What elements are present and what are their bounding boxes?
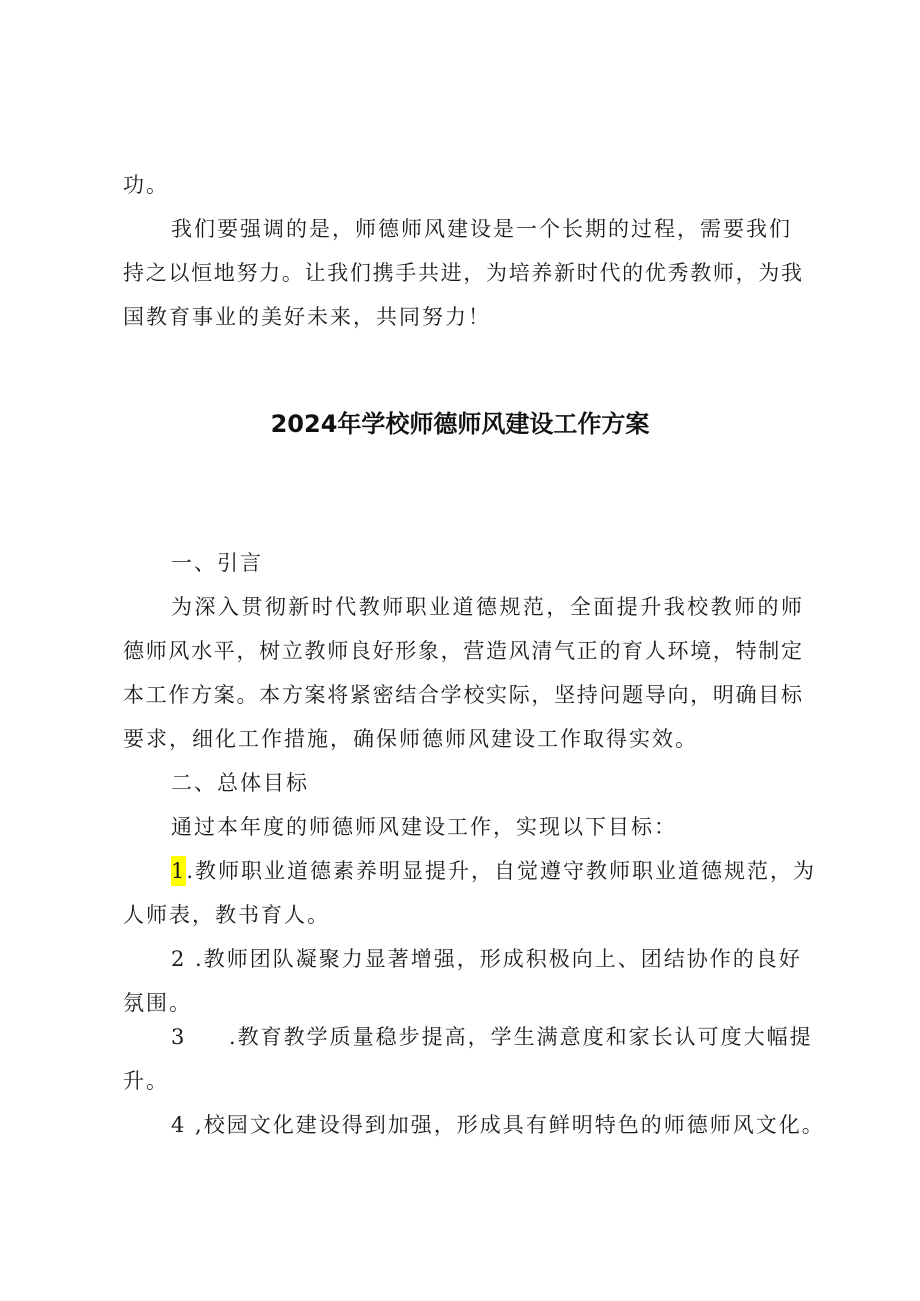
text-line: 本工作方案。本方案将紧密结合学校实际，坚持问题导向，明确目标 <box>123 683 803 707</box>
text-line: 持之以恒地努力。让我们携手共进，为培养新时代的优秀教师，为我 <box>123 261 803 285</box>
list-item <box>171 1110 825 1140</box>
list-item <box>171 1022 813 1052</box>
text-line: 为深入贯彻新时代教师职业道德规范，全面提升我校教师的师 <box>171 595 803 619</box>
text-line: 人师表，教书育人。 <box>123 903 330 927</box>
list-item-text: .教师职业道德素养明显提升，自觉遵守教师职业道德规范，为 <box>186 859 817 883</box>
list-item <box>171 944 802 974</box>
list-item-number: 2 <box>171 947 187 971</box>
list-item-number: 4 <box>171 1113 187 1137</box>
text-line: 国教育事业的美好未来，共同努力！ <box>123 305 491 329</box>
list-item <box>171 856 816 886</box>
list-item-number: 1 <box>171 856 186 886</box>
document-title: 2024年学校师德师风建设工作方案 <box>270 410 650 438</box>
text-line: 氛围。 <box>123 991 192 1015</box>
text-line: 德师风水平，树立教师良好形象，营造风清气正的育人环境，特制定 <box>123 639 803 663</box>
text-line: 我们要强调的是，师德师风建设是一个长期的过程，需要我们 <box>171 217 792 241</box>
text-line: 升。 <box>123 1069 169 1093</box>
text-line: 通过本年度的师德师风建设工作，实现以下目标： <box>171 815 677 839</box>
list-item-text: .教师团队凝聚力显著增强，形成积极向上、团结协作的良好 <box>186 947 802 971</box>
list-item-text: ,校园文化建设得到加强，形成具有鲜明特色的师德师风文化。 <box>186 1113 825 1137</box>
list-item-number: 3 <box>171 1025 187 1049</box>
section-heading: 二、总体目标 <box>171 771 309 795</box>
text-line: 功。 <box>123 173 169 197</box>
section-heading: 一、引言 <box>171 551 263 575</box>
list-item-text: .教育教学质量稳步提高，学生满意度和家长认可度大幅提 <box>229 1025 813 1049</box>
text-line: 要求，细化工作措施，确保师德师风建设工作取得实效。 <box>123 727 698 751</box>
